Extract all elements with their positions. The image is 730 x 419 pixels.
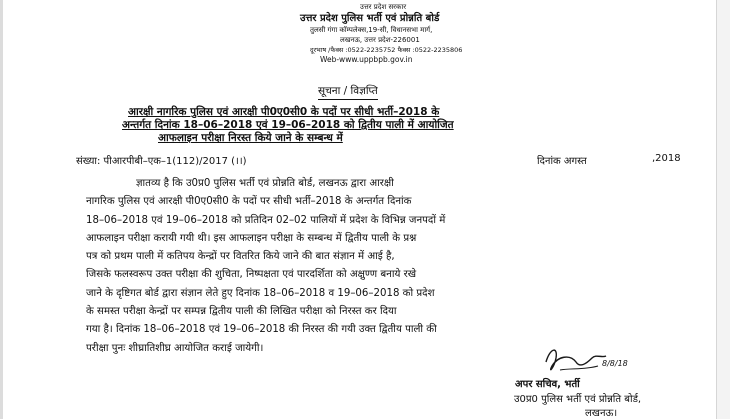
reference-number: संख्या: पीआरपीबी–एक–1(112)/2017 (।।)	[76, 156, 247, 167]
address-line-1: तुलसी गंगा कॉम्पलेक्स,19-सी, विधानसभा मार्ग,	[310, 26, 433, 34]
signature-mark	[540, 344, 610, 378]
subject-line-2: अन्तर्गत दिनांक 18–06–2018 एवं 19–06–2018 को द्वितीय पाली में आयोजित	[122, 119, 454, 131]
website: Web-www.uppbpb.gov.in	[320, 55, 413, 64]
phone-fax: दूरभाष /फैक्स :0522-2235752 फैक्स :0522-2235806	[310, 46, 463, 54]
reference-year: ,2018	[652, 153, 681, 164]
body-line: ज्ञातव्य है कि उ0प्र0 पुलिस भर्ती एवं प्रोन्नति बोर्ड, लखनऊ द्वारा आरक्षी	[136, 178, 394, 189]
notice-body	[86, 175, 682, 358]
board-name: उत्तर प्रदेश पुलिस भर्ती एवं प्रोन्नति बोर्ड	[300, 13, 440, 24]
signatory-designation: अपर सचिव, भर्ती	[515, 379, 580, 390]
subject-block	[118, 106, 678, 145]
signatory-organisation: उ0प्र0 पुलिस भर्ती एवं प्रोन्नति बोर्ड,	[514, 394, 642, 405]
body-line: जाने के दृष्टिगत बोर्ड द्वारा संज्ञान लेते हुए दिनांक 18–06–2018 व 19–06–2018 को प्रदेश	[86, 287, 435, 299]
body-line: आफलाइन परीक्षा करायी गयी थी। इस आफलाइन परीक्षा के सम्बन्ध में द्वितीय पाली के प्रश्न	[86, 232, 417, 244]
reference-date-label: दिनांक अगस्त	[537, 156, 587, 167]
notice-heading: सूचना / विज्ञप्ति	[318, 84, 378, 100]
subject-line-1: आरक्षी नागरिक पुलिस एवं आरक्षी पी0ए0सी0 के पदों पर सीधी भर्ती–2018 के	[128, 106, 440, 118]
body-line: 18–06–2018 एवं 19–06–2018 को प्रतिदिन 02–02 पालियों में प्रदेश के विभिन्न जनपदों में	[86, 214, 446, 226]
body-line: गया है। दिनांक 18–06–2018 एवं 19–06–2018 की निरस्त की गयी उक्त द्वितीय पाली की	[86, 324, 437, 336]
body-line: पत्र को प्रथम पाली में कतिपय केन्द्रों पर वितरित किये जाने की बात संज्ञान में आई है,	[86, 251, 395, 263]
signatory-city: लखनऊ।	[585, 408, 618, 419]
address-line-2: लखनऊ, उत्तर प्रदेश-226001	[340, 36, 420, 44]
page-left-edge	[0, 0, 3, 419]
letterhead	[300, 2, 530, 65]
signature-date: 8/8/18	[602, 359, 628, 368]
government-name: उत्तर प्रदेश सरकार	[360, 3, 407, 11]
body-line: नागरिक पुलिस एवं आरक्षी पी0ए0सी0 के पदों पर सीधी भर्ती–2018 के अन्तर्गत दिनांक	[86, 196, 412, 208]
subject-line-3: आफलाइन परीक्षा निरस्त किये जाने के सम्बन्ध में	[158, 132, 343, 144]
body-line: परीक्षा पुनः शीघ्रातिशीघ्र आयोजित कराई जायेगी।	[86, 342, 264, 354]
body-line: जिसके फलस्वरूप उक्त परीक्षा की शुचिता, निष्पक्षता एवं पारदर्शिता को अक्षुण्ण बनाये रखे	[86, 269, 417, 281]
viewer-scrollbar-edge[interactable]	[716, 0, 730, 419]
body-line: के समस्त परीक्षा केन्द्रों पर सम्पन्न द्वितीय पाली की लिखित परीक्षा को निरस्त कर दिया	[86, 306, 397, 318]
